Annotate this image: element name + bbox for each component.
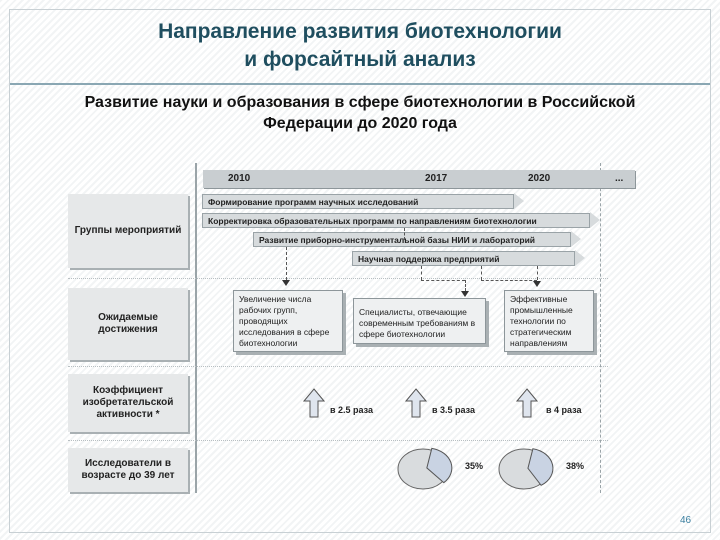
researchers-pie-chart	[497, 446, 557, 492]
achievement-text: Специалисты, отвечающие современным требованиям в сфере биотехнологии	[359, 307, 476, 339]
increase-arrow-icon	[516, 388, 538, 418]
connector-arrowhead	[461, 291, 469, 297]
coefficient-value: в 2.5 раза	[330, 405, 374, 415]
measure-label: Научная поддержка предприятий	[358, 254, 500, 264]
achievement-box-technologies	[504, 290, 594, 352]
pie-percentage-label: 38%	[566, 461, 585, 471]
researchers-pie-chart	[396, 446, 456, 492]
title-line-2: и форсайтный анализ	[244, 48, 476, 71]
measure-label: Формирование программ научных исследований	[208, 197, 419, 207]
connector-line	[481, 266, 482, 280]
diagram-end-line	[600, 163, 601, 493]
row-label-achievements-text: Ожидаемые достижения	[98, 312, 158, 335]
row-label-groups-text: Группы мероприятий	[74, 225, 182, 236]
connector-arrowhead	[533, 281, 541, 287]
timeline-label-ellipsis: ...	[615, 173, 624, 184]
row-separator	[68, 440, 608, 441]
connector-line	[404, 228, 405, 240]
measure-arrow-instrumental-base	[253, 232, 571, 247]
measure-label: Развитие приборно-инструментальной базы НИИ и лабораторий	[259, 235, 536, 245]
pie-percentage-label: 35%	[465, 461, 484, 471]
subtitle-line-2: Федерации до 2020 года	[263, 115, 457, 132]
timeline-label-2010: 2010	[228, 173, 251, 184]
row-label-coefficient-text: Коэффициент изобретательской активности *	[82, 385, 174, 420]
measure-label: Корректировка образовательных программ по направлениям биотехнологии	[208, 216, 537, 226]
measure-arrow-enterprise-support	[352, 251, 575, 266]
measure-arrow-tip	[514, 193, 524, 209]
connector-line	[421, 280, 465, 281]
timeline-bar	[203, 170, 635, 188]
achievement-box-research-groups	[233, 290, 343, 352]
row-label-achievements	[68, 288, 188, 360]
connector-arrowhead	[282, 280, 290, 286]
row-label-groups	[68, 194, 188, 268]
row-separator	[68, 366, 608, 367]
row-label-researchers-text: Исследователи в возрасте до 39 лет	[81, 458, 175, 481]
achievement-text: Увеличение числа рабочих групп, проводящих исследования в сфере биотехнологии	[239, 294, 330, 348]
timeline-label-2020: 2020	[528, 173, 551, 184]
achievement-box-specialists	[353, 298, 486, 344]
measure-arrow-research-programs	[202, 194, 514, 209]
measure-arrow-tip	[571, 231, 581, 247]
coefficient-value: в 3.5 раза	[432, 405, 476, 415]
title-line-1: Направление развития биотехнологии	[158, 20, 562, 43]
achievement-text: Эффективные промышленные технологии по стратегическим направлениям	[510, 294, 573, 348]
connector-line	[421, 266, 422, 280]
connector-line	[481, 280, 537, 281]
connector-line	[465, 280, 466, 291]
subtitle-line-1: Развитие науки и образования в сфере биотехнологии в Российской	[84, 94, 636, 111]
page-number: 46	[680, 515, 692, 526]
increase-arrow-icon	[303, 388, 325, 418]
coefficient-value: в 4 раза	[546, 405, 582, 415]
connector-line	[537, 266, 538, 280]
measure-arrow-education	[202, 213, 590, 228]
row-label-coefficient	[68, 374, 188, 432]
timeline-label-2017: 2017	[425, 173, 448, 184]
measure-arrow-tip	[590, 212, 600, 228]
connector-line	[286, 247, 287, 280]
diagram-axis-line	[195, 163, 197, 493]
increase-arrow-icon	[405, 388, 427, 418]
row-label-researchers	[68, 448, 188, 492]
measure-arrow-tip	[575, 250, 585, 266]
row-separator	[68, 278, 608, 279]
